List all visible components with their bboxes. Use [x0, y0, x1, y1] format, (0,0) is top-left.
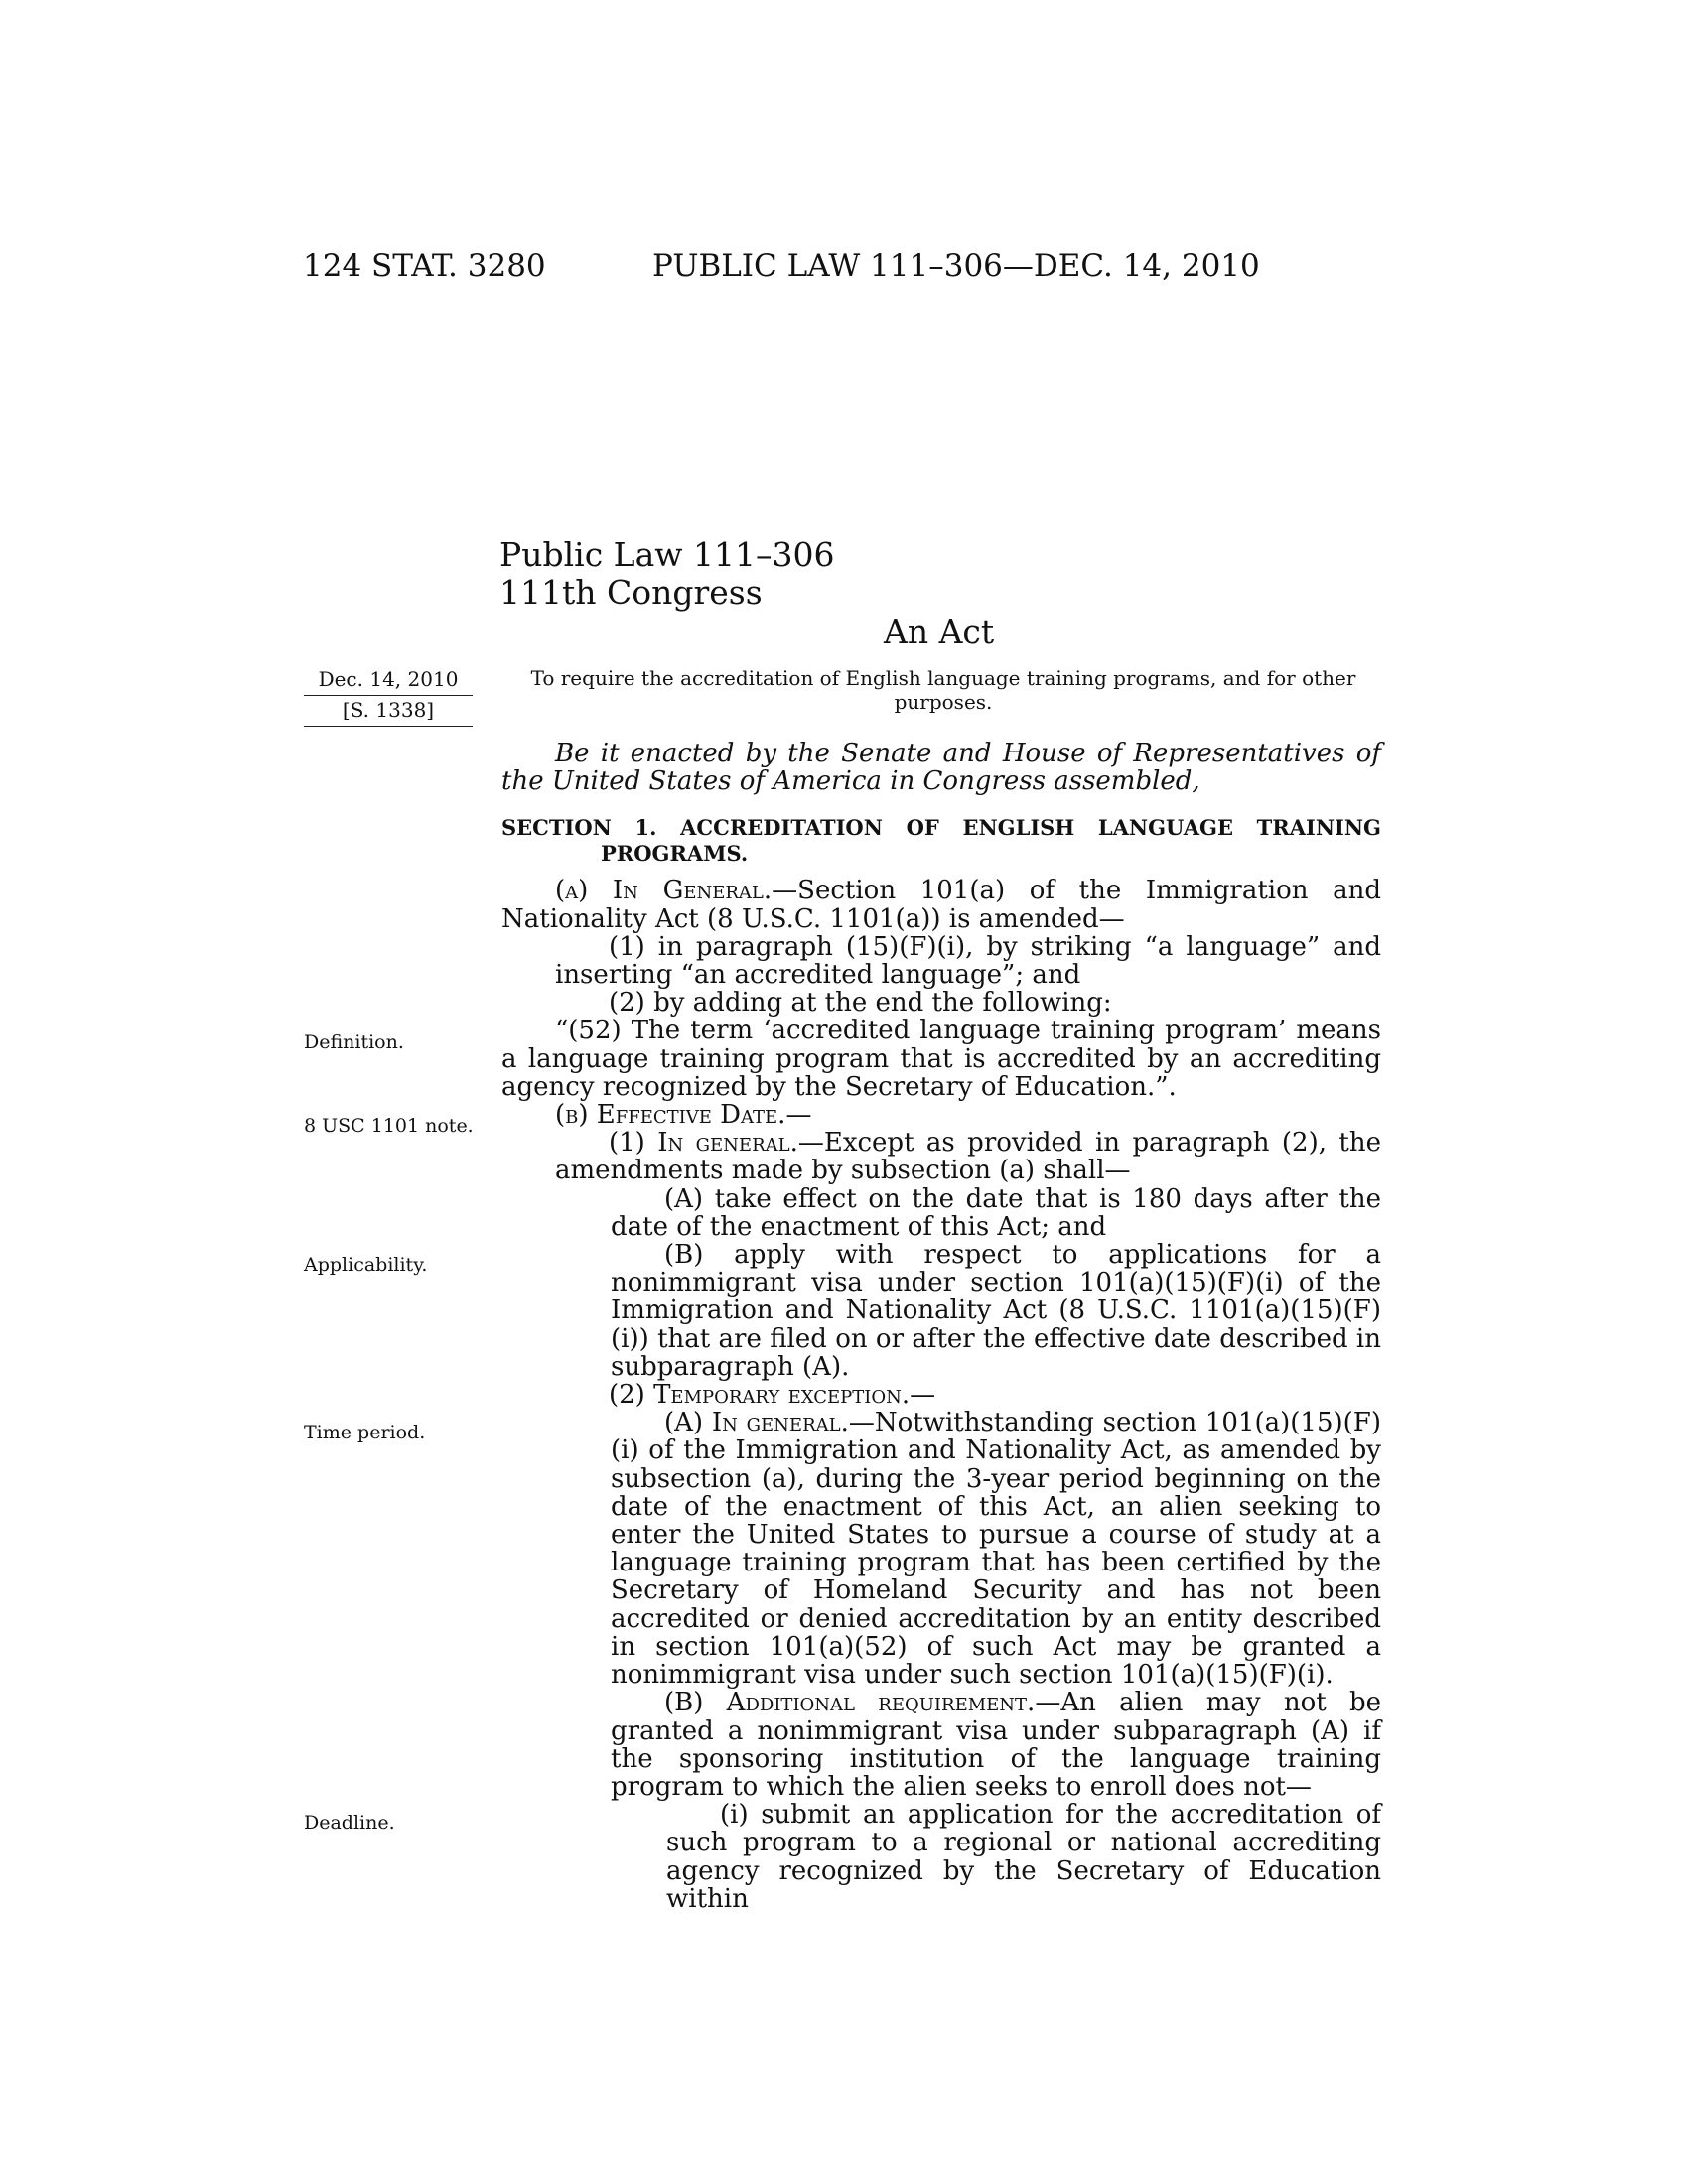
subsection-a-label: (a) In General.	[555, 876, 773, 906]
margin-note-applicability: Applicability.	[304, 1254, 428, 1276]
act-body	[501, 740, 1381, 1913]
subparagraph-b2B	[501, 1689, 1381, 1801]
paragraph-a1: (1) in paragraph (15)(F)(i), by striking “a language” and inserting “an accredited language”; and	[555, 931, 1381, 991]
act-heading: An Act	[884, 613, 995, 651]
paragraph-b2-label: (2) Temporary exception.	[609, 1380, 911, 1411]
paragraph-b2	[501, 1381, 1381, 1409]
divider	[304, 726, 473, 727]
subsection-a-text: —Section 101(a) of the Immigration and Nationality Act (8 U.S.C. 1101(a)) is amended—	[501, 876, 1381, 934]
paragraph-b1-text: —Except as provided in paragraph (2), the amendments made by subsection (a) shall—	[555, 1128, 1381, 1186]
subparagraph-b1A: (A) take effect on the date that is 180 days after the date of the enactment of this Act; and	[611, 1183, 1381, 1242]
divider	[304, 695, 473, 696]
subparagraph-b2B-text: —An alien may not be granted a nonimmigrant visa under subparagraph (A) if the sponsoring institution of the language training program to which the alien seeks to enroll does not—	[611, 1688, 1381, 1802]
bill-number: [S. 1338]	[342, 698, 435, 722]
margin-note-definition: Definition.	[304, 1031, 404, 1053]
paragraph-b2-text: —	[910, 1380, 936, 1411]
enactment-date: Dec. 14, 2010	[318, 667, 459, 691]
paragraph-a2: (2) by adding at the end the following:	[609, 988, 1112, 1019]
act-purpose: To require the accreditation of English language training programs, and for other purposes.	[530, 666, 1356, 714]
enacting-clause: Be it enacted by the Senate and House of Representatives of the United States of America in Congress assembled,	[501, 739, 1381, 797]
running-head-title: PUBLIC LAW 111–306—DEC. 14, 2010	[652, 248, 1260, 284]
subsection-b	[501, 1101, 1381, 1129]
law-title-block	[499, 536, 834, 612]
subsection-a	[501, 877, 1381, 932]
subparagraph-b2A	[501, 1409, 1381, 1689]
statute-page-number: 124 STAT. 3280	[303, 248, 546, 284]
margin-note-usc: 8 USC 1101 note.	[304, 1115, 474, 1137]
congress-number: 111th Congress	[499, 573, 763, 612]
subparagraph-b2B-label: (B) Additional requirement.	[664, 1688, 1036, 1718]
paragraph-b1	[501, 1129, 1381, 1184]
subparagraph-b2A-label: (A) In general.	[664, 1408, 849, 1438]
margin-note-time-period: Time period.	[304, 1422, 426, 1443]
subsection-b-label: (b) Effective Date.	[555, 1100, 786, 1131]
subparagraph-b1B: (B) apply with respect to applications for a nonimmigrant visa under section 101(a)(15)(F)(i) of the Immigration and Nationality Act (8 U.S.C. 1101(a)(15)(F)(i)) that are filed on or after the effective date described in subparagraph (A).	[611, 1240, 1381, 1382]
margin-note-deadline: Deadline.	[304, 1812, 395, 1834]
subsection-b-text: —	[785, 1100, 812, 1131]
subparagraph-b2A-text: —Notwithstanding section 101(a)(15)(F)(i) of the Immigration and Nationality Act, as amended by subsection (a), during the 3-year period beginning on the date of the enactment of this Act, an alien seeking to enter the United States to pursue a course of study at a language training program that has been certified by the Secretary of Homeland Security and has not been accredited or denied accreditation by an entity described in section 101(a)(52) of such Act may be granted a nonimmigrant visa under such section 101(a)(15)(F)(i).	[611, 1408, 1381, 1691]
definition-52: “(52) The term ‘accredited language training program’ means a language training program that is accredited by an accrediting agency recognized by the Secretary of Education.”.	[501, 1016, 1381, 1102]
paragraph-b1-label: (1) In general.	[609, 1128, 798, 1159]
section-heading: SECTION 1. ACCREDITATION OF ENGLISH LANGUAGE TRAINING PROGRAMS.	[501, 815, 1381, 867]
public-law-number: Public Law 111–306	[499, 535, 835, 574]
clause-b2Bi: (i) submit an application for the accreditation of such program to a regional or national accrediting agency recognized by the Secretary of Education within	[666, 1800, 1381, 1914]
margin-date-block	[304, 667, 473, 729]
